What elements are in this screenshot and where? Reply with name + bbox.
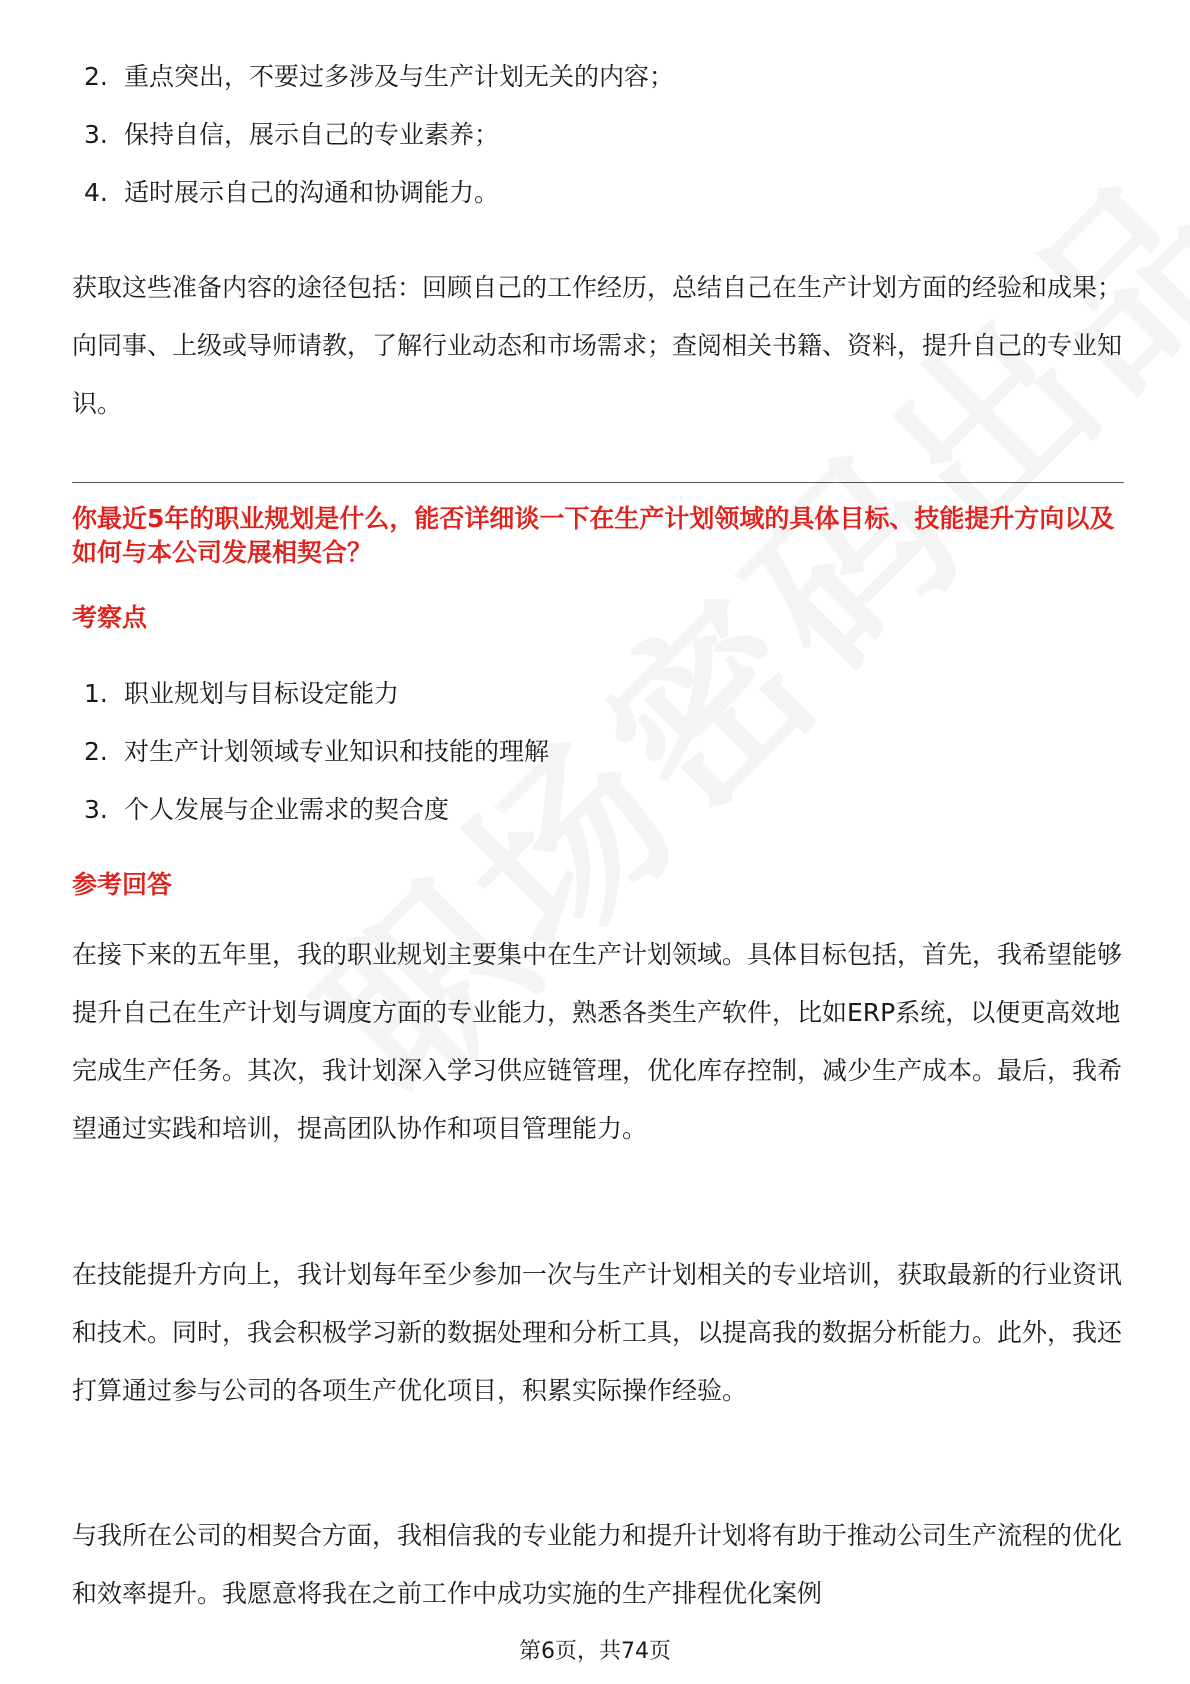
- list-item-number: 1.: [84, 679, 108, 708]
- list-item-number: 2.: [84, 737, 108, 766]
- list-item-number: 3.: [84, 120, 108, 149]
- list-item-text: 个人发展与企业需求的契合度: [124, 795, 450, 824]
- list-item-number: 2.: [84, 62, 108, 91]
- interview-question: 你最近5年的职业规划是什么，能否详细谈一下在生产计划领域的具体目标、技能提升方向以及如何与本公司发展相契合？: [72, 504, 1115, 567]
- list-item: [84, 48, 674, 106]
- list-item-number: 3.: [84, 795, 108, 824]
- list-item-text: 重点突出，不要过多涉及与生产计划无关的内容；: [124, 62, 675, 91]
- answer-section-title: 参考回答: [72, 870, 173, 899]
- list-item: [84, 164, 674, 222]
- focus-section-title: 考察点: [72, 603, 148, 632]
- answer-paragraph: 在技能提升方向上，我计划每年至少参加一次与生产计划相关的专业培训，获取最新的行业资讯和技术。同时，我会积极学习新的数据处理和分析工具，以提高我的数据分析能力。此外，我还打算通过参与公司的各项生产优化项目，积累实际操作经验。: [72, 1260, 1123, 1405]
- answer-paragraph: 与我所在公司的相契合方面，我相信我的专业能力和提升计划将有助于推动公司生产流程的优化和效率提升。我愿意将我在之前工作中成功实施的生产排程优化案例: [72, 1521, 1123, 1608]
- prep-tips-list: [84, 48, 674, 222]
- list-item-text: 保持自信，展示自己的专业素养；: [124, 120, 500, 149]
- page-number-footer: 第6页，共74页: [519, 1639, 671, 1664]
- list-item: [84, 723, 549, 781]
- answer-paragraph: 在接下来的五年里，我的职业规划主要集中在生产计划领域。具体目标包括，首先，我希望能够提升自己在生产计划与调度方面的专业能力，熟悉各类生产软件，比如ERP系统，以便更高效地完成生产任务。其次，我计划深入学习供应链管理，优化库存控制，减少生产成本。最后，我希望通过实践和培训，提高团队协作和项目管理能力。: [72, 940, 1123, 1143]
- focus-list: [84, 665, 549, 839]
- list-item: [84, 781, 549, 839]
- list-item: [84, 106, 674, 164]
- list-item-text: 职业规划与目标设定能力: [124, 679, 400, 708]
- prep-sources-paragraph: 获取这些准备内容的途径包括：回顾自己的工作经历，总结自己在生产计划方面的经验和成果；向同事、上级或导师请教，了解行业动态和市场需求；查阅相关书籍、资料，提升自己的专业知识。: [72, 273, 1123, 418]
- section-divider: [72, 482, 1124, 483]
- list-item: [84, 665, 549, 723]
- list-item-number: 4.: [84, 178, 108, 207]
- list-item-text: 适时展示自己的沟通和协调能力。: [124, 178, 500, 207]
- list-item-text: 对生产计划领域专业知识和技能的理解: [124, 737, 550, 766]
